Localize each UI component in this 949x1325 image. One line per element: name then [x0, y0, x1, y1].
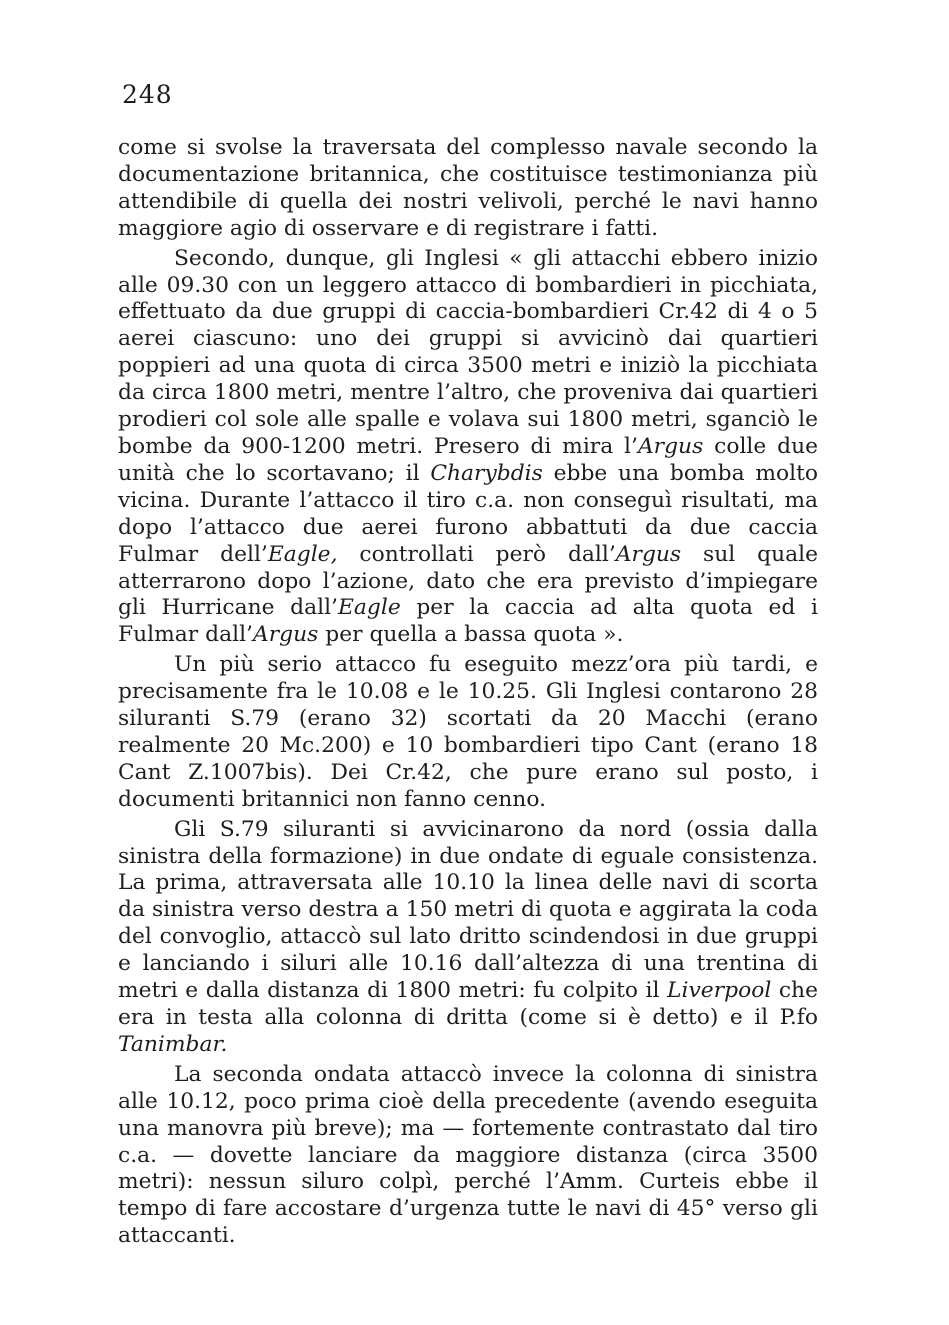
text-run: Un più serio attacco fu eseguito mezz’ora più tardi, e precisamente fra le 10.08 e le 10.25. Gli Inglesi contarono 28 siluranti S.79 (erano 32) scortati da 20 Macchi (erano realmente 20 Mc.200) e 10 bombardieri tipo Cant (erano 18 Cant Z.1007bis). Dei Cr.42, che pure erano sul posto, i documenti britannici non fanno cenno.	[118, 652, 818, 812]
text-run: per quella a bassa quota ».	[318, 622, 624, 648]
italic-text-run: Charybdis	[430, 460, 543, 486]
italic-text-run: Tanimbar.	[118, 1031, 228, 1057]
text-run: sul quale atterrarono dopo l’azione, dato che era previsto d’impiegare gli Hurricane dall’	[118, 541, 818, 621]
paragraph	[118, 1062, 818, 1250]
page-number: 248	[122, 80, 173, 109]
text-run: Gli S.79 siluranti si avvicinarono da nord (ossia dalla sinistra della formazione) in due ondate di eguale consistenza. La prima, attraversata alle 10.10 la linea delle navi di scorta da sinistra verso destra a 150 metri di quota e aggirata la coda del convoglio, attaccò sul lato dritto scindendosi in due gruppi e lanciando i siluri alle 10.16 dall’altezza di una trentina di metri e dalla distanza di 1800 metri: fu colpito il	[118, 816, 818, 1004]
italic-text-run: Argus	[637, 433, 704, 459]
text-run: Secondo, dunque, gli Inglesi « gli attacchi ebbero inizio alle 09.30 con un leggero attacco di bombardieri in picchiata, effettuato da due gruppi di caccia-bombardieri Cr.42 di 4 o 5 aerei ciascuno: uno dei gruppi si avvicinò dai quartieri poppieri ad una quota di circa 3500 metri e iniziò la picchiata da circa 1800 metri, mentre l’altro, che proveniva dai quartieri prodieri col sole alle spalle e volava sui 1800 metri, sganciò le bombe da 900-1200 metri. Presero di mira l’	[118, 245, 818, 459]
text-run: per la caccia ad alta quota ed i Fulmar dall’	[118, 595, 818, 648]
paragraph	[118, 135, 818, 243]
paragraph	[118, 817, 818, 1059]
text-run: che era in testa alla colonna di dritta (come si è detto) e il P.fo	[118, 978, 818, 1030]
text-run: controllati però dall’	[337, 541, 616, 567]
italic-text-run: Eagle	[337, 595, 401, 621]
italic-text-run: Argus	[615, 541, 682, 567]
body-text	[118, 135, 818, 1253]
italic-text-run: Eagle,	[267, 541, 338, 567]
italic-text-run: Liverpool	[667, 978, 772, 1004]
italic-text-run: Argus	[252, 622, 319, 648]
paragraph	[118, 652, 818, 813]
text-run: come si svolse la traversata del complesso navale secondo la documentazione britannica, che costituisce testimonianza più attendibile di quella dei nostri velivoli, perché le navi hanno maggiore agio di osservare e di registrare i fatti.	[118, 135, 818, 241]
text-run: La seconda ondata attaccò invece la colonna di sinistra alle 10.12, poco prima cioè della precedente (avendo eseguita una manovra più breve); ma — fortemente contrastato dal tiro c.a. — dovette lanciare da maggiore distanza (circa 3500 metri): nessun siluro colpì, perché l’Amm. Curteis ebbe il tempo di fare accostare d’urgenza tutte le navi di 45° verso gli attaccanti.	[118, 1061, 818, 1249]
text-run: colle due unità che lo scortavano; il	[118, 433, 819, 486]
text-run: ebbe una bomba molto vicina. Durante l’attacco il tiro c.a. non conseguì risultati, ma dopo l’attacco due aerei furono abbattuti da due caccia Fulmar dell’	[118, 460, 818, 567]
paragraph	[118, 246, 818, 650]
